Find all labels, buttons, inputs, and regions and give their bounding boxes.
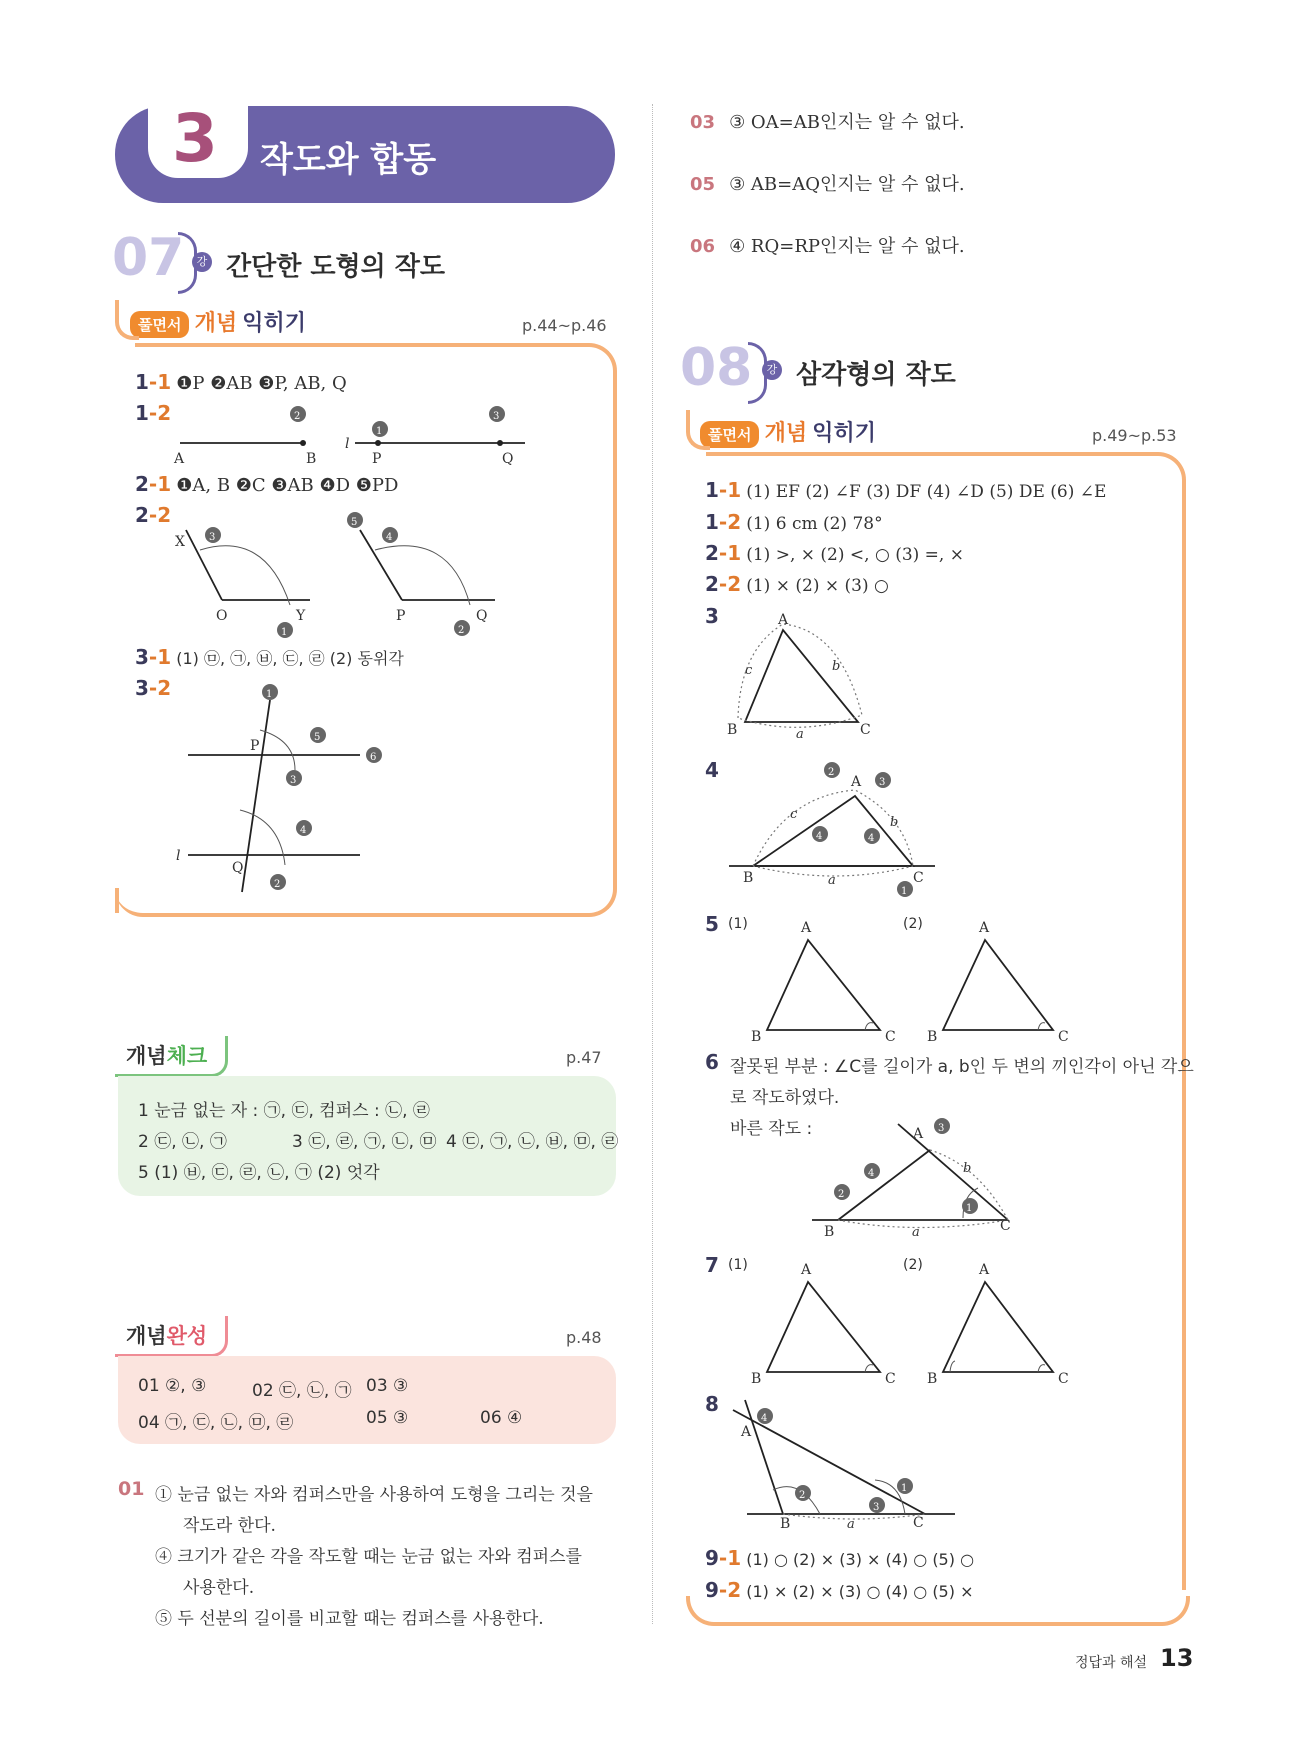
lesson-08-number: 08 [680,338,753,398]
svg-text:A: A [979,1262,990,1278]
r-answer-6-label: 6 [705,1050,719,1074]
svg-text:C: C [885,1029,896,1045]
svg-text:2: 2 [458,625,465,636]
r-answer-9-2-text: (1) × (2) × (3) ○ (4) ○ (5) × [746,1582,974,1601]
r-answer-2-1-text: (1) >, × (2) <, ○ (3) =, × [746,545,964,565]
svg-text:1: 1 [901,886,908,897]
answer-1-1: 1-1 ❶P ❷AB ❸P, AB, Q [135,370,347,394]
svg-text:4: 4 [816,831,823,842]
svg-text:B: B [927,1371,938,1387]
lesson-07-number: 07 [112,228,185,288]
svg-text:4: 4 [868,833,875,844]
explain-01-line-2: 작도라 한다. [183,1516,276,1536]
r-answer-5-part2: (2) [903,916,923,932]
r-answer-9-1: 9-1 (1) ○ (2) × (3) × (4) ○ (5) ○ [705,1546,975,1570]
svg-text:1: 1 [266,689,273,700]
answer-2-1: 2-1 ❶A, B ❷C ❸AB ❹D ❺PD [135,472,399,496]
r-answer-6-text-1: 잘못된 부분 : ∠C를 길이가 a, b인 두 변의 끼인각이 아닌 각으 [730,1057,1194,1077]
complete-answer-02: 02 ㉢, ㉡, ㉠ [252,1381,352,1401]
figure-r3 [720,610,890,740]
answer-2-1-text: ❶A, B ❷C ❸AB ❹D ❺PD [176,475,399,496]
explain-03: 03 ③ OA=AB인지는 알 수 없다. [690,112,965,133]
svg-text:1: 1 [281,627,288,638]
svg-text:O: O [216,608,228,624]
svg-text:c: c [745,663,753,678]
lesson-08-title: 삼각형의 작도 [796,360,956,390]
svg-text:1: 1 [901,1483,908,1494]
figure-r8 [725,1392,965,1532]
svg-text:C: C [860,722,871,738]
tag-title-b-08: 익히기 [812,421,876,446]
svg-text:A: A [851,774,862,790]
svg-text:C: C [1000,1218,1011,1234]
r-answer-5-part1: (1) [728,916,748,932]
svg-text:Q: Q [502,451,514,467]
r-answer-2-2: 2-2 (1) × (2) × (3) ○ [705,572,889,596]
explain-01-line-5: ⑤ 두 선분의 길이를 비교할 때는 컴퍼스를 사용한다. [155,1609,544,1629]
figure-2-2 [170,510,530,640]
answer-1-2-label: 1-2 [135,401,172,425]
tag-label: 풀면서 [130,311,189,338]
svg-text:P: P [250,738,260,754]
page-number: 13 [1160,1644,1194,1672]
r-answer-1-2: 1-2 (1) 6 cm (2) 78° [705,510,883,534]
figure-r7 [745,1257,1085,1387]
svg-text:B: B [751,1371,762,1387]
svg-text:a: a [796,727,804,740]
r-answer-6-text-3: 바른 작도 : [730,1119,813,1139]
svg-text:B: B [751,1029,762,1045]
lesson-08-pages: p.49~p.53 [1092,426,1177,445]
svg-text:B: B [727,722,738,738]
complete-answer-01: 01 ②, ③ [138,1376,207,1396]
svg-text:c: c [790,807,798,822]
svg-text:4: 4 [868,1168,875,1179]
svg-text:a: a [912,1225,920,1240]
lesson-07-box-bottom-left [115,888,149,913]
svg-text:3: 3 [938,1123,945,1134]
svg-text:A: A [913,1126,924,1142]
svg-text:C: C [885,1371,896,1387]
svg-text:P: P [396,608,406,624]
svg-text:B: B [824,1224,835,1240]
complete-answer-03: 03 ③ [366,1376,409,1396]
answer-1-1-text: ❶P ❷AB ❸P, AB, Q [176,373,347,394]
svg-text:4: 4 [386,532,393,543]
tag-title-b: 익히기 [242,311,306,336]
svg-text:A: A [174,451,185,467]
svg-text:3: 3 [879,777,886,788]
check-answer-1: 1 눈금 없는 자 : ㉠, ㉢, 컴퍼스 : ㉡, ㉣ [138,1101,430,1121]
svg-text:3: 3 [493,411,500,422]
complete-heading-bracket [115,1316,228,1357]
r-answer-4-label: 4 [705,758,719,782]
check-answer-4: 4 ㉢, ㉠, ㉡, ㉥, ㉤, ㉣ [446,1132,619,1152]
svg-text:l: l [345,436,350,452]
explain-01-line-1: ① 눈금 없는 자와 컴퍼스만을 사용하여 도형을 그리는 것을 [155,1485,593,1505]
svg-text:5: 5 [351,517,358,528]
svg-text:C: C [913,1515,924,1531]
svg-text:C: C [913,870,924,886]
r-answer-6-text-2: 로 작도하였다. [730,1088,840,1108]
r-answer-2-2-text: (1) × (2) × (3) ○ [746,576,889,596]
complete-answer-04: 04 ㉠, ㉢, ㉡, ㉤, ㉣ [138,1413,294,1433]
r-answer-7-part2: (2) [903,1257,923,1273]
check-pages: p.47 [566,1048,602,1067]
r-answer-9-1-text: (1) ○ (2) × (3) × (4) ○ (5) ○ [746,1550,975,1569]
svg-text:C: C [1058,1371,1069,1387]
figure-3-2 [170,680,410,895]
svg-text:5: 5 [314,732,321,743]
r-answer-1-2-text: (1) 6 cm (2) 78° [746,514,883,534]
r-answer-5-label: 5 [705,912,719,936]
chapter-title: 작도와 합동 [260,140,437,180]
svg-text:3: 3 [873,1502,880,1513]
complete-pages: p.48 [566,1328,602,1347]
answer-3-1-text: (1) ㉤, ㉠, ㉥, ㉢, ㉣ (2) 동위각 [176,649,404,668]
svg-text:A: A [801,920,812,936]
chapter-number: 3 [172,100,218,177]
lesson-08-kang: 강 [762,360,782,380]
r-answer-2-1: 2-1 (1) >, × (2) <, ○ (3) =, × [705,541,964,565]
lesson-07-pages: p.44~p.46 [522,316,607,335]
svg-text:A: A [778,612,789,628]
svg-text:Q: Q [232,860,244,876]
check-heading-bracket [115,1036,228,1077]
check-answer-2: 2 ㉢, ㉡, ㉠ [138,1132,227,1152]
r-answer-1-1: 1-1 (1) EF (2) ∠F (3) DF (4) ∠D (5) DE (6) ∠E [705,478,1107,502]
svg-text:X: X [175,534,185,550]
complete-answer-05: 05 ③ [366,1408,409,1428]
svg-text:A: A [741,1424,752,1440]
svg-text:A: A [979,920,990,936]
svg-text:a: a [828,873,836,888]
svg-text:l: l [176,848,181,864]
svg-text:B: B [780,1516,791,1532]
svg-text:1: 1 [376,426,383,437]
lesson-08-box-right [1182,490,1186,1590]
svg-text:Y: Y [296,608,306,624]
explain-01-line-3: ④ 크기가 같은 각을 작도할 때는 눈금 없는 자와 컴퍼스를 [155,1547,582,1567]
lesson-07-kang: 강 [192,252,212,272]
lesson-07-tag [130,306,306,338]
svg-text:2: 2 [838,1189,845,1200]
svg-text:2: 2 [799,1490,806,1501]
explain-05: 05 ③ AB=AQ인지는 알 수 없다. [690,174,965,195]
svg-text:B: B [743,870,754,886]
tag-title-a-08: 개념 [764,421,808,446]
svg-text:C: C [1058,1029,1069,1045]
svg-text:4: 4 [761,1413,768,1424]
figure-1-2 [170,400,540,468]
r-answer-1-1-text: (1) EF (2) ∠F (3) DF (4) ∠D (5) DE (6) ∠E [746,482,1107,502]
figure-r5 [745,915,1085,1045]
r-answer-8-label: 8 [705,1392,719,1416]
check-answer-3: 3 ㉢, ㉣, ㉠, ㉡, ㉤ [292,1132,437,1152]
column-divider [652,104,653,1624]
svg-text:B: B [927,1029,938,1045]
svg-text:4: 4 [300,825,307,836]
r-answer-7-part1: (1) [728,1257,748,1273]
lesson-07-box-left [115,300,139,340]
r-answer-9-2: 9-2 (1) × (2) × (3) ○ (4) ○ (5) × [705,1578,974,1602]
footer-label: 정답과 해설 [1075,1655,1148,1671]
answer-2-2-label: 2-2 [135,503,172,527]
tag-label-08: 풀면서 [700,421,759,448]
svg-text:1: 1 [966,1203,973,1214]
complete-answer-06: 06 ④ [480,1408,523,1428]
svg-text:b: b [963,1161,972,1176]
svg-text:b: b [890,815,899,830]
svg-text:b: b [832,659,841,674]
explain-06: 06 ④ RQ=RP인지는 알 수 없다. [690,236,965,257]
complete-heading: 개념완성 [126,1324,208,1348]
answer-3-1: 3-1 (1) ㉤, ㉠, ㉥, ㉢, ㉣ (2) 동위각 [135,645,404,669]
lesson-08-box-left [686,410,710,450]
svg-text:2: 2 [274,879,281,890]
check-answer-5: 5 (1) ㉥, ㉢, ㉣, ㉡, ㉠ (2) 엇각 [138,1163,380,1183]
svg-text:3: 3 [209,532,216,543]
svg-text:A: A [801,1262,812,1278]
explain-01-line-4: 사용한다. [183,1578,255,1598]
check-heading: 개념체크 [126,1044,208,1068]
svg-text:3: 3 [290,775,297,786]
svg-text:P: P [372,451,382,467]
svg-text:2: 2 [294,411,301,422]
tag-title-a: 개념 [194,311,238,336]
svg-text:2: 2 [828,767,835,778]
answer-3-2-label: 3-2 [135,676,172,700]
svg-text:B: B [306,451,317,467]
lesson-07-title: 간단한 도형의 작도 [226,252,446,282]
r-answer-7-label: 7 [705,1253,719,1277]
explain-01-num: 01 [118,1478,145,1500]
svg-text:6: 6 [370,752,377,763]
figure-r4 [725,756,945,906]
r-answer-3-label: 3 [705,604,719,628]
svg-text:a: a [847,1517,855,1532]
svg-text:Q: Q [476,608,488,624]
lesson-08-tag [700,416,876,448]
figure-r6 [808,1110,1038,1240]
